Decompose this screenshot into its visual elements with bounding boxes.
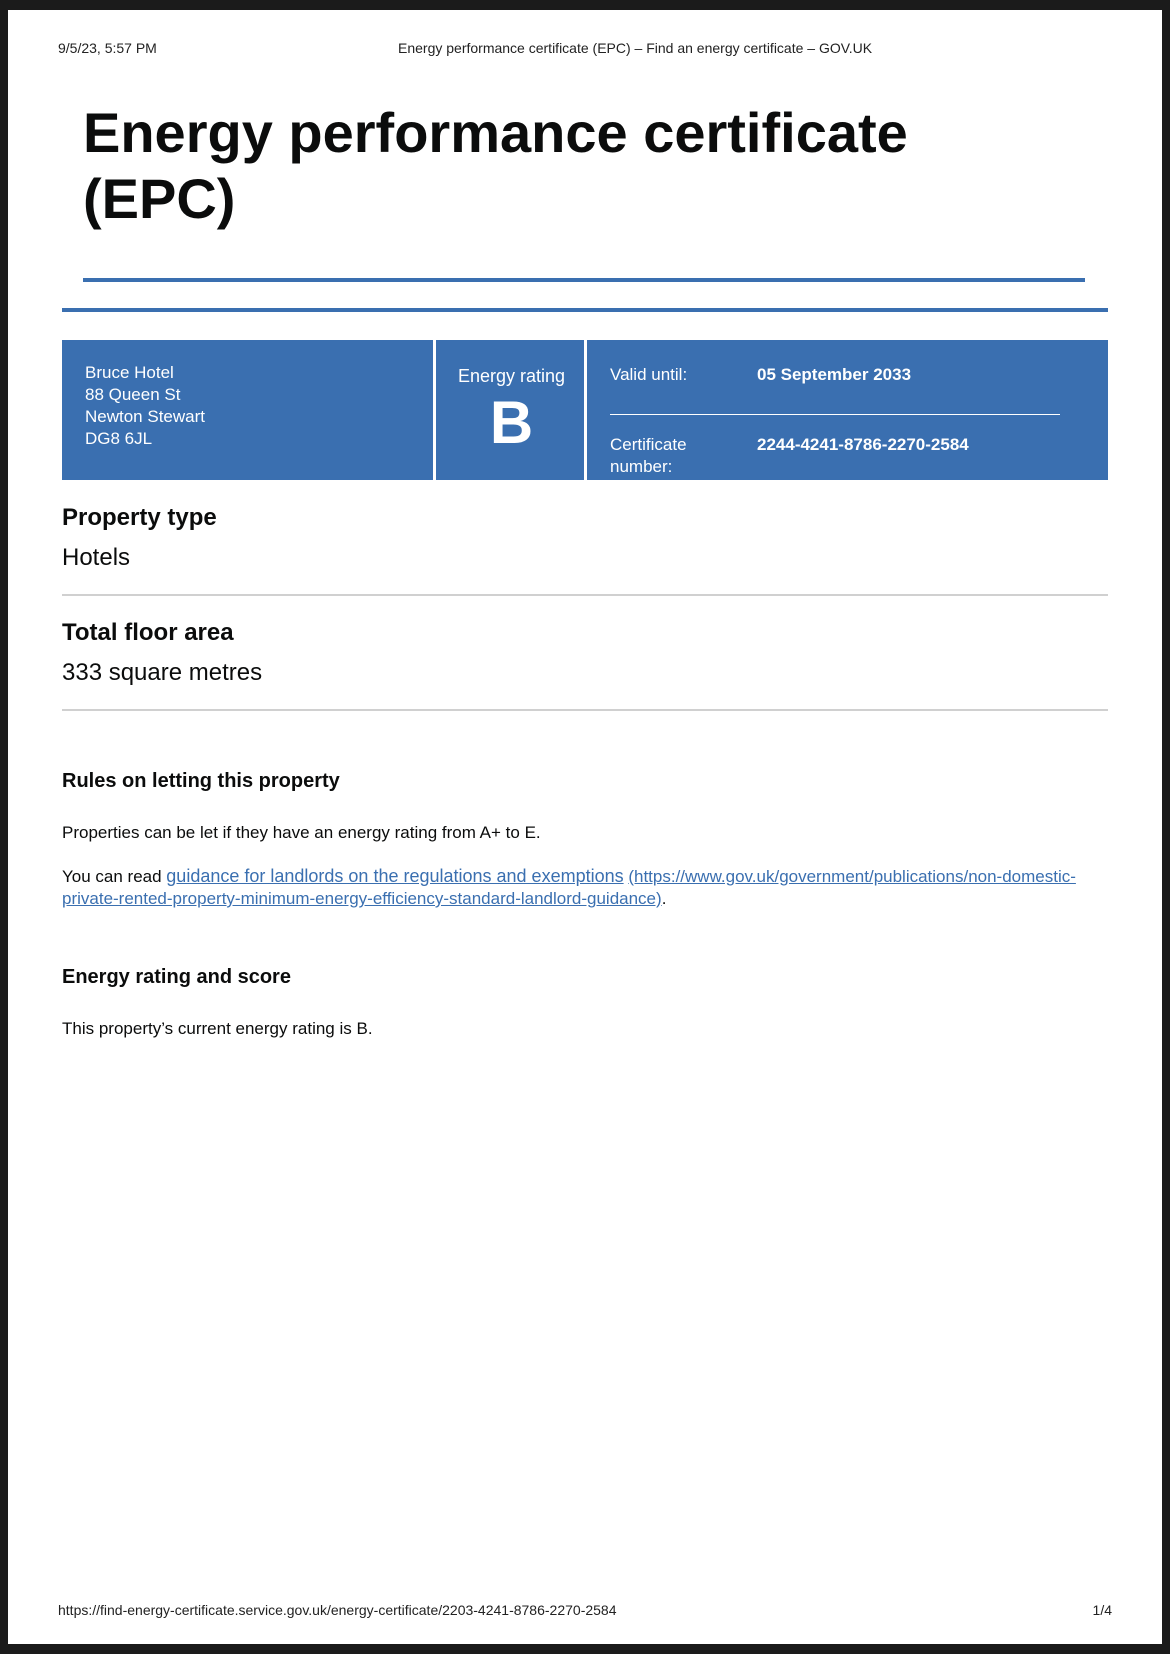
floor-area-value: 333 square metres (62, 659, 263, 686)
valid-until-label: Valid until: (610, 365, 688, 384)
details-divider (610, 414, 1060, 415)
valid-until-value: 05 September 2033 (757, 365, 912, 384)
property-type-label: Property type (62, 504, 217, 531)
rating-score-heading: Energy rating and score (62, 966, 291, 988)
landlord-guidance-link[interactable]: guidance for landlords on the regulations and exemptions (166, 866, 624, 886)
energy-rating-value: B (489, 389, 534, 456)
page-number: 1/4 (1092, 1602, 1112, 1618)
rating-score-text: This property’s current energy rating is B. (62, 1019, 373, 1038)
property-address (62, 340, 436, 480)
letting-rules-heading: Rules on letting this property (62, 770, 340, 792)
address-line: Bruce Hotel (85, 363, 174, 382)
floor-area-label: Total floor area (62, 619, 234, 646)
page-title-line-2: (EPC) (83, 167, 236, 230)
guidance-prefix: You can read (62, 867, 167, 886)
page-title (83, 100, 1083, 232)
certificate-details (587, 340, 1108, 480)
landlord-guidance-url[interactable]: (https://www.gov.uk/government/publications/non-domestic-private-rented-property-minimum-energy-efficiency-standard-landlord-guidance) (62, 867, 1076, 908)
property-type-value: Hotels (62, 544, 131, 571)
landlord-guidance-text (62, 865, 1082, 910)
print-footer-url: https://find-energy-certificate.service.gov.uk/energy-certificate/2203-4241-8786-2270-2584 (58, 1602, 617, 1618)
certificate-number-label: Certificate number: (610, 435, 687, 476)
print-datetime: 9/5/23, 5:57 PM (58, 40, 157, 56)
print-page (8, 10, 1162, 1644)
address-line: 88 Queen St (85, 385, 181, 404)
address-line: DG8 6JL (85, 429, 153, 448)
energy-rating-cell (439, 340, 587, 480)
page-title-line-1: Energy performance certificate (83, 101, 908, 164)
energy-rating-label: Energy rating (457, 366, 566, 386)
address-line: Newton Stewart (85, 407, 205, 426)
title-divider (83, 278, 1085, 282)
field-divider (62, 594, 1108, 596)
guidance-suffix: . (661, 889, 667, 908)
certificate-summary-box (62, 340, 1108, 480)
print-document-title: Energy performance certificate (EPC) – Find an energy certificate – GOV.UK (398, 40, 873, 56)
field-divider (62, 709, 1108, 711)
section-divider (62, 308, 1108, 312)
floor-area-field (62, 619, 1108, 687)
certificate-number-value: 2244-4241-8786-2270-2584 (757, 435, 969, 454)
property-type-field (62, 504, 1108, 572)
letting-rules-text: Properties can be let if they have an energy rating from A+ to E. (62, 823, 541, 842)
